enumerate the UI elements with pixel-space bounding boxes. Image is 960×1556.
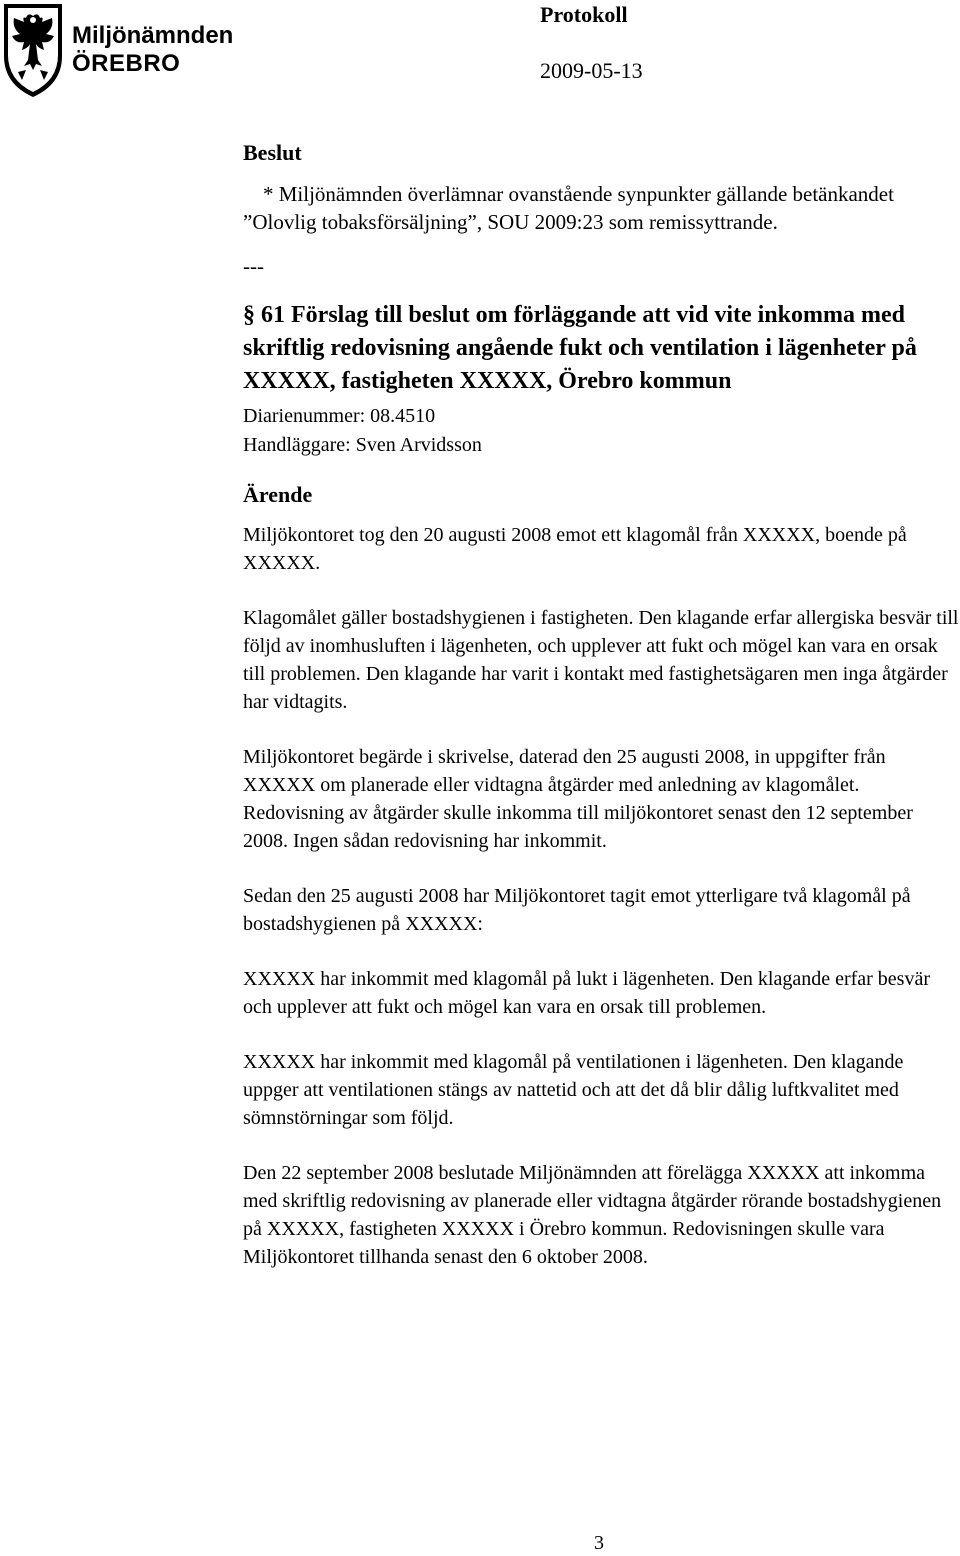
- handlaggare: Handläggare: Sven Arvidsson: [243, 434, 482, 456]
- separator: ---: [243, 254, 264, 278]
- arende-paragraph: Den 22 september 2008 beslutade Miljönämnden att förelägga XXXXX att inkomma med skriftlig redovisning av planerade eller vidtagna åtgärder rörande bostadshygienen på XXXXX, fastigheten XXXXX i Örebro kommun. Redovisningen skulle vara Miljökontoret tillhanda senast den 6 oktober 2008.: [243, 1162, 942, 1268]
- arende-paragraph: Miljökontoret tog den 20 augusti 2008 emot ett klagomål från XXXXX, boende på XXXXX.: [243, 524, 907, 574]
- document-date: 2009-05-13: [540, 58, 643, 83]
- arende-paragraph: Sedan den 25 augusti 2008 har Miljökontoret tagit emot ytterligare två klagomål på bostadshygienen på XXXXX:: [243, 885, 911, 935]
- item-title: § 61 Förslag till beslut om förläggande att vid vite inkomma med skriftlig redovisning angående fukt och ventilation i lägenheter på XXXXX, fastigheten XXXXX, Örebro kommun: [243, 302, 917, 394]
- document-type: Protokoll: [540, 2, 628, 27]
- arende-paragraph: Miljökontoret begärde i skrivelse, daterad den 25 augusti 2008, in uppgifter från XXXXX om planerade eller vidtagna åtgärder med anledning av klagomålet. Redovisning av åtgärder skulle inkomma till miljökontoret senast den 12 september 2008. Ingen sådan redovisning har inkommit.: [243, 746, 913, 852]
- organization-logo: [0, 0, 240, 100]
- arende-paragraph: Klagomålet gäller bostadshygienen i fastigheten. Den klagande erfar allergiska besvär till följd av inomhusluften i lägenheten, och upplever att fukt och mögel kan vara en orsak till problemen. Den klagande har varit i kontakt med fastighetsägaren men inga åtgärder har vidtagits.: [243, 607, 959, 713]
- arende-paragraph: XXXXX har inkommit med klagomål på ventilationen i lägenheten. Den klagande uppger att ventilationen stängs av nattetid och att det då blir dålig luftkvalitet med sömnstörningar som följd.: [243, 1051, 904, 1129]
- beslut-heading: Beslut: [243, 140, 302, 165]
- beslut-text: * Miljönämnden överlämnar ovanstående synpunkter gällande betänkandet ”Olovlig tobaksförsäljning”, SOU 2009:23 som remissyttrande.: [243, 182, 894, 234]
- logo-city: ÖREBRO: [72, 50, 181, 77]
- logo-name: Miljönämnden: [72, 22, 234, 49]
- arende-paragraph: XXXXX har inkommit med klagomål på lukt i lägenheten. Den klagande erfar besvär och upplever att fukt och mögel kan vara en orsak till problemen.: [243, 968, 931, 1018]
- page-number: 3: [594, 1532, 604, 1554]
- coat-of-arms-icon: [0, 0, 70, 100]
- document-body: [243, 138, 959, 1271]
- arende-heading: Ärende: [243, 482, 313, 507]
- diarienummer: Diarienummer: 08.4510: [243, 405, 436, 427]
